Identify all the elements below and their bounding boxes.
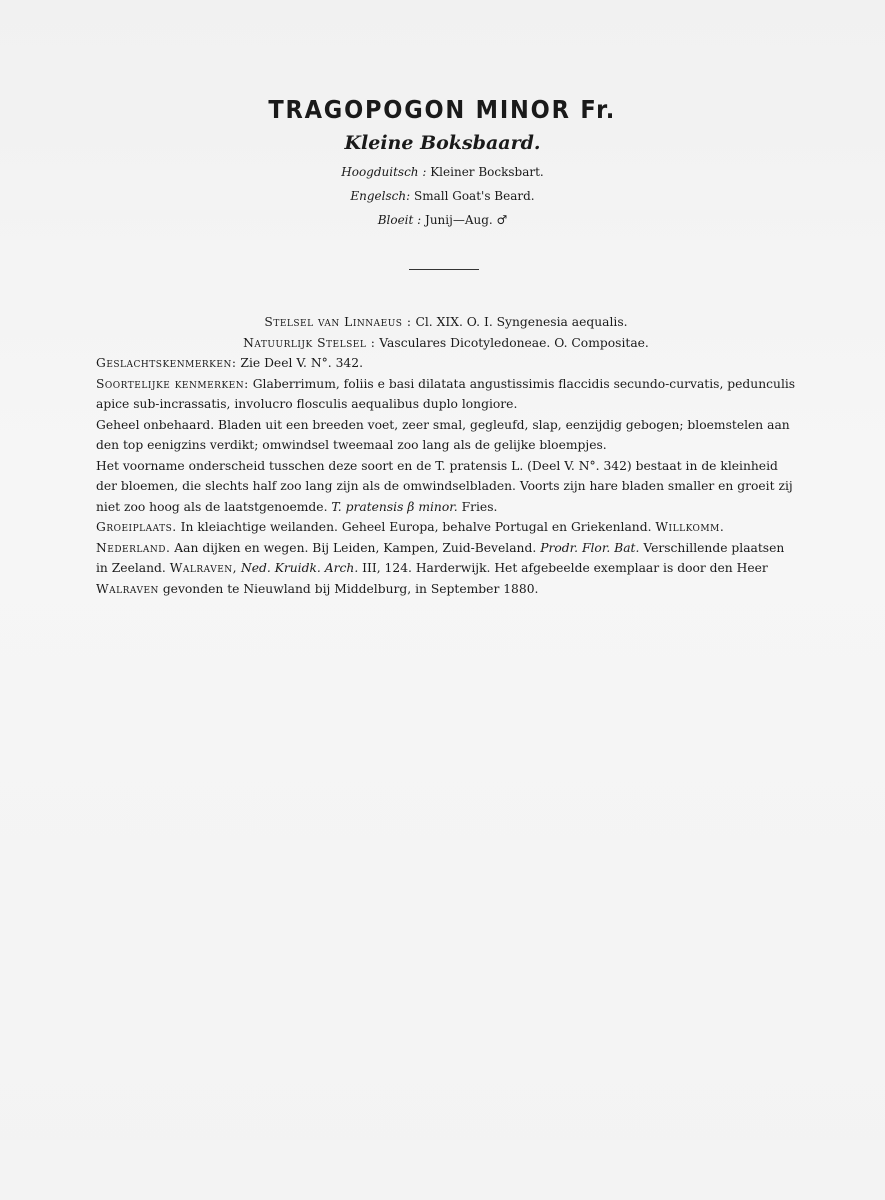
soort-label: Soortelijke kenmerken: <box>96 376 249 391</box>
geslacht-value: Zie Deel V. N°. 342. <box>240 356 363 370</box>
linnaeus-label: Stelsel van Linnaeus : <box>264 315 412 329</box>
groeiplaats-paragraph <box>96 517 796 538</box>
engelsch-value: Small Goat's Beard. <box>413 189 535 203</box>
natuurlijk-label: Natuurlijk Stelsel : <box>243 335 376 350</box>
groeiplaats-author: Willkomm. <box>655 520 725 534</box>
nederland-text-1: Aan dijken en wegen. Bij Leiden, Kampen, Zuid-Beveland. <box>174 540 537 555</box>
hoogduitsch-line <box>0 160 885 184</box>
common-names <box>0 160 885 232</box>
page-title: TRAGOPOGON MINOR Fr. <box>268 95 617 124</box>
nederland-author-1: Walraven, <box>169 561 238 575</box>
description-body <box>96 312 796 599</box>
voorname-paragraph <box>96 456 796 518</box>
linnaeus-line <box>96 312 796 333</box>
nederland-italic-2: Ned. Kruidk. Arch. <box>240 561 359 575</box>
nederland-text-4: gevonden te Nieuwland bij Middelburg, in September 1880. <box>162 581 539 596</box>
linnaeus-value: Cl. XIX. O. I. Syngenesia aequalis. <box>415 315 628 329</box>
geslacht-paragraph <box>96 353 796 374</box>
voorname-author: Fries. <box>461 499 498 514</box>
groeiplaats-value: In kleiachtige weilanden. Geheel Europa, behalve Portugal en Griekenland. <box>180 520 652 534</box>
divider <box>409 269 479 270</box>
voorname-italic: T. pratensis β minor. <box>331 499 458 514</box>
bloeit-line <box>0 208 885 232</box>
nederland-italic-1: Prodr. Flor. Bat. <box>540 540 640 555</box>
natuurlijk-value: Vasculares Dicotyledoneae. O. Compositae. <box>379 335 649 350</box>
bloeit-label: Bloeit : <box>377 213 422 227</box>
soort-paragraph <box>96 374 796 415</box>
hoogduitsch-value: Kleiner Bocksbart. <box>430 165 544 179</box>
geslacht-label: Geslachtskenmerken: <box>96 356 237 370</box>
engelsch-label: Engelsch: <box>350 189 411 203</box>
geheel-paragraph: Geheel onbehaard. Bladen uit een breeden voet, zeer smal, gegleufd, slap, eenzijdig gebogen; bloemstelen aan den top eenigzins verdikt; omwindsel tweemaal zoo lang als de gelijke bloempjes. <box>96 417 790 452</box>
groeiplaats-label: Groeiplaats. <box>96 520 177 534</box>
nederland-text-2: Verschillende plaatsen in Zeeland. <box>96 540 785 575</box>
nederland-label: Nederland. <box>96 540 171 555</box>
hoogduitsch-label: Hoogduitsch : <box>341 165 427 179</box>
page-subtitle: Kleine Boksbaard. <box>344 132 541 154</box>
voorname-text: Het voorname onderscheid tusschen deze soort en de T. pratensis L. (Deel V. N°. 342) bestaat in de kleinheid der bloemen, die slechts half zoo lang zijn als de omwindselbladen. Voorts zijn hare bladen smaller en groeit zij niet zoo hoog als de laatstgenoemde. <box>96 458 793 514</box>
natuurlijk-line <box>96 333 796 354</box>
page-header <box>0 95 885 232</box>
soort-value: Glaberrimum, foliis e basi dilatata angustissimis flaccidis secundo-curvatis, pedunculis apice sub-incrassatis, involucro flosculis aequalibus duplo longiore. <box>96 376 796 411</box>
nederland-text-3: III, 124. Harderwijk. Het afgebeelde exemplaar is door den Heer <box>362 561 768 575</box>
engelsch-line <box>0 184 885 208</box>
bloeit-value: Junij—Aug. ♂ <box>425 213 508 227</box>
nederland-author-2: Walraven <box>96 581 159 596</box>
nederland-paragraph <box>96 538 796 600</box>
